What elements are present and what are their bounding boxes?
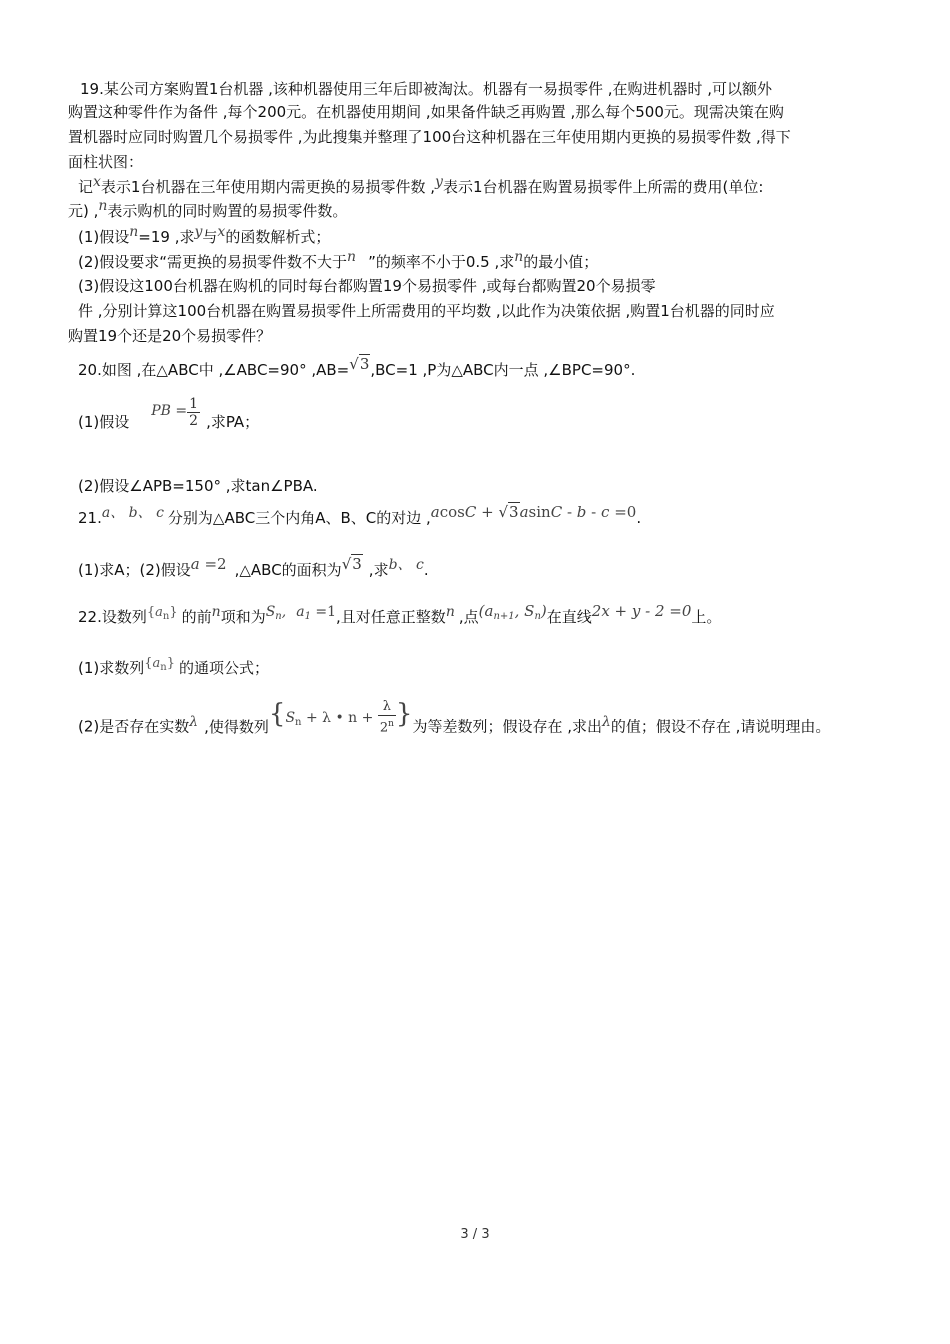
q19-sub-3: (3)假设这100台机器在购机的同时每台都购置19个易损零件 ,或每台都购置20个易损零 <box>78 277 656 295</box>
q19-sub-1: (1)假设n=19 ,求y与x的函数解析式； <box>78 224 331 246</box>
fraction-one-half: $\frac{1}{2}$ <box>189 396 199 429</box>
q22-sub-1: (1)求数列$\{a_n\}$ 的通项公式； <box>78 656 270 677</box>
lambda-symbol: λ <box>189 713 199 730</box>
q20-sub-2: (2)假设∠APB=150° ,求tan∠PBA. <box>78 477 318 495</box>
var-n: n <box>98 198 108 214</box>
a1-equals-1: $a_1 =1$ <box>296 604 337 622</box>
var-x: x <box>93 174 101 190</box>
sqrt-3: √3 <box>349 355 370 373</box>
q19-line-3: 置机器时应同时购置几个易损零件 ,为此搜集并整理了100台这种机器在三年使用期内更换的易损零件数 ,得下 <box>68 128 791 146</box>
page-number: 3 / 3 <box>460 1227 490 1242</box>
sequence-an: $\{a_n\}$ <box>146 605 178 622</box>
equation-q21: acosC + √3asinC - b - c =0 <box>430 503 637 521</box>
sum-sn: $S_n$, <box>265 604 287 622</box>
q20-sub-1: (1)假设PB = $\frac{1}{2}$ ,求PA； <box>78 396 260 431</box>
q20-stem: 20.如图 ,在△ABC中 ,∠ABC=90° ,AB=√3,BC=1 ,P为△ABC内一点 ,∠BPC=90°. <box>78 355 636 379</box>
line-equation: 2x + y - 2 =0 <box>591 602 692 620</box>
q19-line-4: 面柱状图： <box>68 153 144 171</box>
q21-stem: 21.a、 b、 c 分别为△ABC三个内角A、B、C的对边 ,acosC + √3asinC - b - c =0. <box>78 503 642 527</box>
q19-definition-line-2: 元) ,n表示购机的同时购置的易损零件数。 <box>68 198 348 220</box>
equation-a-eq-2: a =2 <box>190 555 227 573</box>
q21-sub: (1)求A；(2)假设a =2 ,△ABC的面积为√3 ,求b、 c. <box>78 555 429 579</box>
q19-line-1: 19.某公司方案购置1台机器 ,该种机器使用三年后即被淘汰。机器有一易损零件 ,在购进机器时 ,可以额外 <box>80 80 773 98</box>
q19-sub-2: (2)假设要求“需更换的易损零件数不大于n ”的频率不小于0.5 ,求n的最小值； <box>78 249 599 271</box>
point-an1-sn: ($a_{n+1}$, $S_n$) <box>478 602 547 622</box>
q19-sub-3-cont: 件 ,分别计算这100台机器在购置易损零件上所需费用的平均数 ,以此作为决策依据 ,购置1台机器的同时应 <box>78 302 775 320</box>
var-y: y <box>435 174 443 190</box>
q22-stem: 22.设数列$\{a_n\}$ 的前n项和为$S_n$, $a_1 =1$,且对任意正整数n ,点($a_{n+1}$, $S_n$)在直线2x + y - 2 =0上。 <box>78 602 722 626</box>
q19-sub-3-end: 购置19个还是20个易损零件？ <box>68 327 272 345</box>
q19-definition-line-1: 记x表示1台机器在三年使用期内需更换的易损零件数 ,y表示1台机器在购置易损零件上所需的费用(单位: <box>78 174 764 196</box>
q22-sub-2: (2)是否存在实数λ ,使得数列{$S_n + \lambda$ • n + $\frac{\lambda}{2^n}$ }为等差数列；假设存在 ,求出λ的值；假设不存在 ,请说明理由。 <box>78 702 830 752</box>
sides-abc: a、 b、 c <box>101 505 164 521</box>
sequence-expression: {$S_n + \lambda$ • n + $\frac{\lambda}{2^n}$ } <box>268 699 413 736</box>
q19-line-2: 购置这种零件作为备件 ,每个200元。在机器使用期间 ,如果备件缺乏再购置 ,那么每个500元。现需决策在购 <box>68 103 784 121</box>
